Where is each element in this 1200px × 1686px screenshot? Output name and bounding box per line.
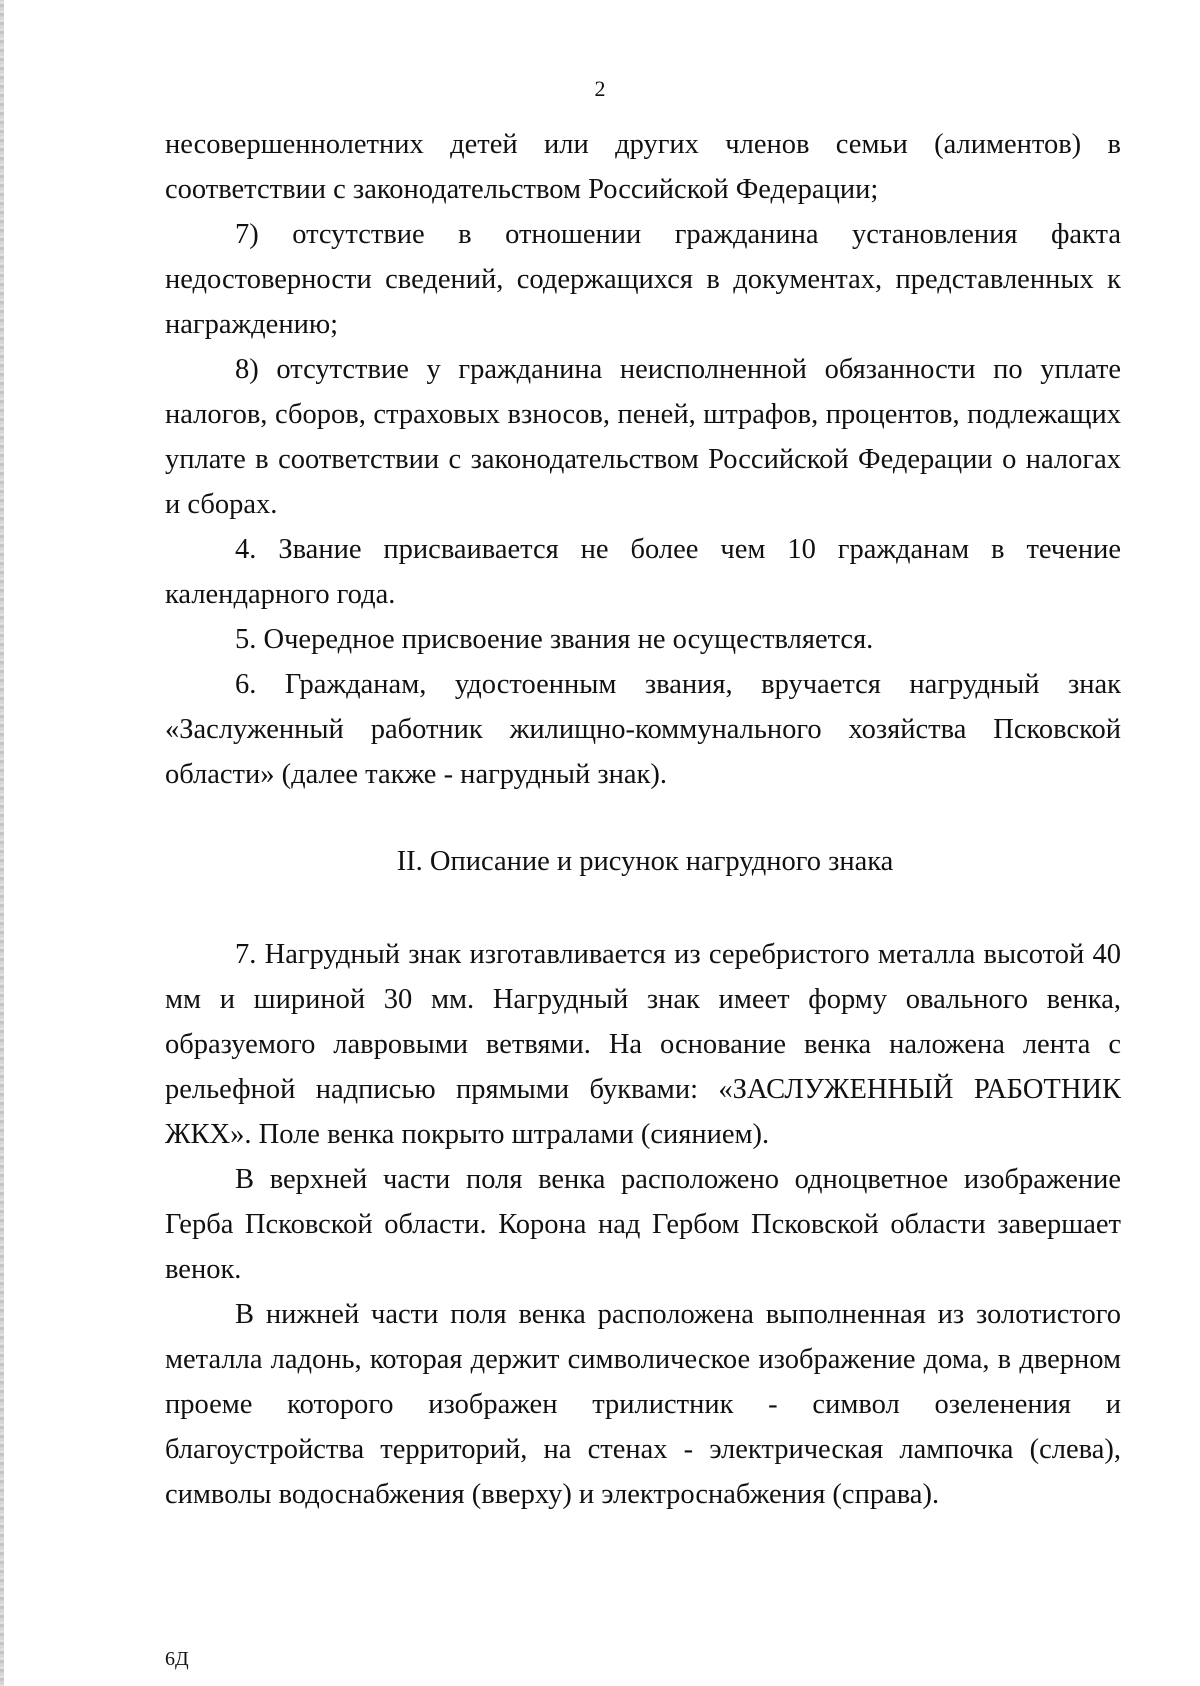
paragraph: В верхней части поля венка расположено одноцветное изображение Герба Псковской области. Корона над Гербом Псковской области завершает венок. — [165, 1164, 1121, 1285]
paragraph: 4. Звание присваивается не более чем 10 гражданам в течение календарного года. — [165, 534, 1121, 610]
paragraph: В нижней части поля венка расположена выполненная из золотистого металла ладонь, которая держит символическое изображение дома, в дверном проеме которого изображен трилистник - символ озеленения и благоустройства территорий, на стенах - электрическая лампочка (слева), символы водоснабжения (вверху) и электроснабжения (справа). — [165, 1299, 1121, 1510]
paragraph: 7. Нагрудный знак изготавливается из серебристого металла высотой 40 мм и шириной 30 мм. Нагрудный знак имеет форму овального венка, образуемого лавровыми ветвями. На основание венка наложена лента с рельефной надписью прямыми буквами: «ЗАСЛУЖЕННЫЙ РАБОТНИК ЖКХ». Поле венка покрыто штралами (сиянием). — [165, 939, 1121, 1150]
footer-code: 6Д — [165, 1648, 189, 1670]
paragraph: 5. Очередное присвоение звания не осуществляется. — [235, 624, 874, 655]
paragraph: несовершеннолетних детей или других членов семьи (алиментов) в соответствии с законодательством Российской Федерации; — [165, 129, 1121, 205]
page-number: 2 — [594, 76, 606, 101]
paragraph: 8) отсутствие у гражданина неисполненной обязанности по уплате налогов, сборов, страховых взносов, пеней, штрафов, процентов, подлежащих уплате в соответствии с законодательством Российской Федерации о налогах и сборах. — [165, 354, 1121, 520]
section-heading: II. Описание и рисунок нагрудного знака — [396, 846, 894, 877]
text-block-bottom — [165, 932, 1121, 1517]
paragraph: 6. Гражданам, удостоенным звания, вручается нагрудный знак «Заслуженный работник жилищно-коммунального хозяйства Псковской области» (далее также - нагрудный знак). — [165, 669, 1121, 790]
paragraph: 7) отсутствие в отношении гражданина установления факта недостоверности сведений, содержащихся в документах, представленных к награждению; — [165, 219, 1121, 340]
text-block-top — [165, 122, 1121, 797]
